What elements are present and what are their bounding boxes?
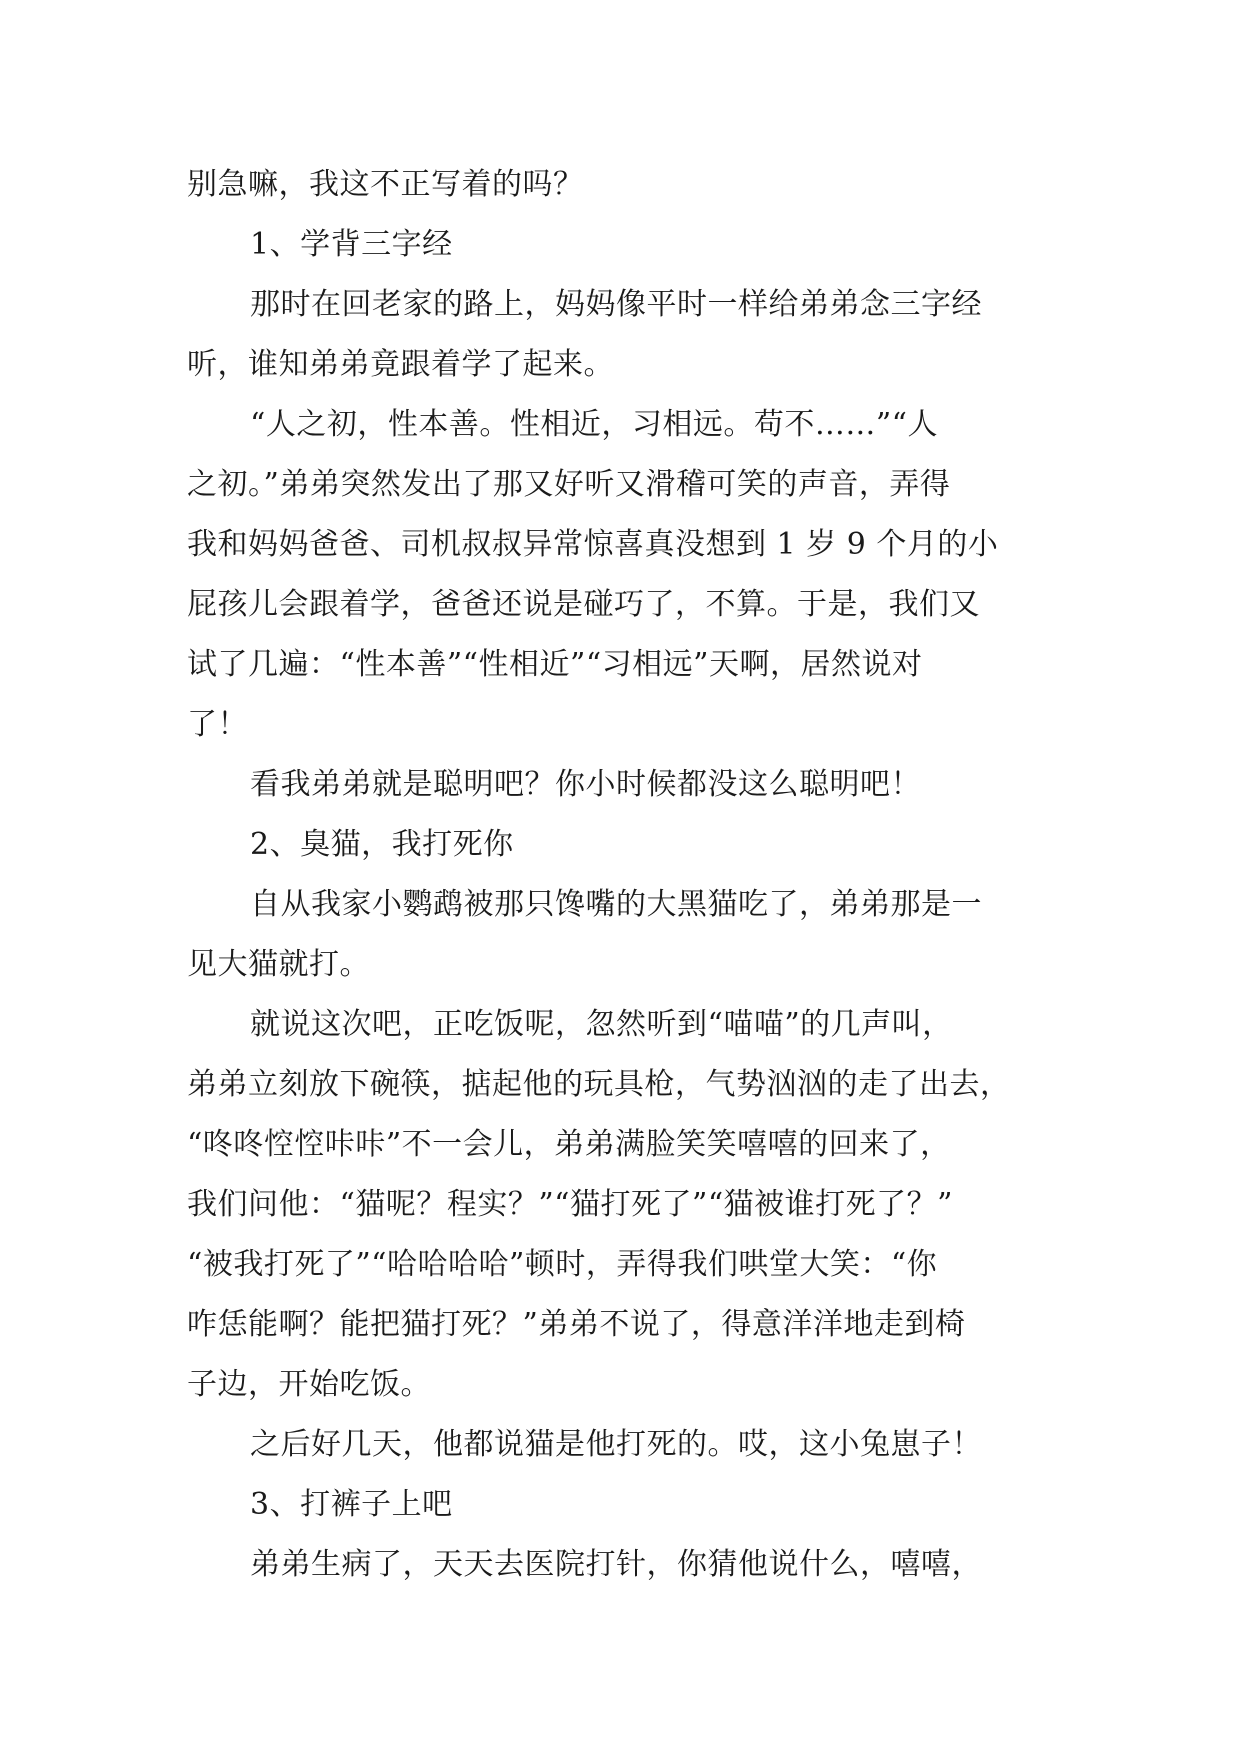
text-line: 我们问他：“猫呢？程实？”“猫打死了”“猫被谁打死了？” [187,1187,954,1222]
text-line: “咚咚悾悾咔咔”不一会儿，弟弟满脸笑笑嘻嘻的回来了， [187,1127,951,1162]
text-line: 我和妈妈爸爸、司机叔叔异常惊喜真没想到 1 岁 9 个月的小 [187,527,999,562]
text-line: 听，谁知弟弟竟跟着学了起来。 [187,347,614,382]
text-line: 那时在回老家的路上，妈妈像平时一样给弟弟念三字经 [250,287,982,322]
section-heading: 2、臭猫，我打死你 [250,827,514,862]
text-line: 就说这次吧，正吃饭呢，忽然听到“喵喵”的几声叫， [250,1007,953,1042]
text-line: 之初。”弟弟突然发出了那又好听又滑稽可笑的声音，弄得 [187,467,951,502]
text-line: “被我打死了”“哈哈哈哈”顿时，弄得我们哄堂大笑：“你 [187,1247,938,1282]
text-line: 看我弟弟就是聪明吧？你小时候都没这么聪明吧！ [250,767,921,802]
text-line: 别急嘛，我这不正写着的吗？ [187,167,584,202]
text-line: 子边，开始吃饭。 [187,1367,431,1402]
text-line: 自从我家小鹦鹉被那只馋嘴的大黑猫吃了，弟弟那是一 [250,887,982,922]
text-line: “人之初，性本善。性相近，习相远。苟不……”“人 [250,407,939,442]
section-heading: 1、学背三字经 [250,227,453,262]
body-text [187,155,1067,1595]
text-line: 弟弟生病了，天天去医院打针，你猜他说什么，嘻嘻， [250,1547,982,1582]
text-line: 了！ [187,707,248,742]
text-line: 之后好几天，他都说猫是他打死的。哎，这小兔崽子！ [250,1427,982,1462]
text-line: 弟弟立刻放下碗筷，掂起他的玩具枪，气势汹汹的走了出去， [187,1067,1011,1102]
text-line: 屁孩儿会跟着学，爸爸还说是碰巧了，不算。于是，我们又 [187,587,980,622]
text-line: 试了几遍：“性本善”“性相近”“习相远”天啊，居然说对 [187,647,923,682]
section-heading: 3、打裤子上吧 [250,1487,453,1522]
text-line: 见大猫就打。 [187,947,370,982]
text-line: 咋恁能啊？能把猫打死？”弟弟不说了，得意洋洋地走到椅 [187,1307,966,1342]
